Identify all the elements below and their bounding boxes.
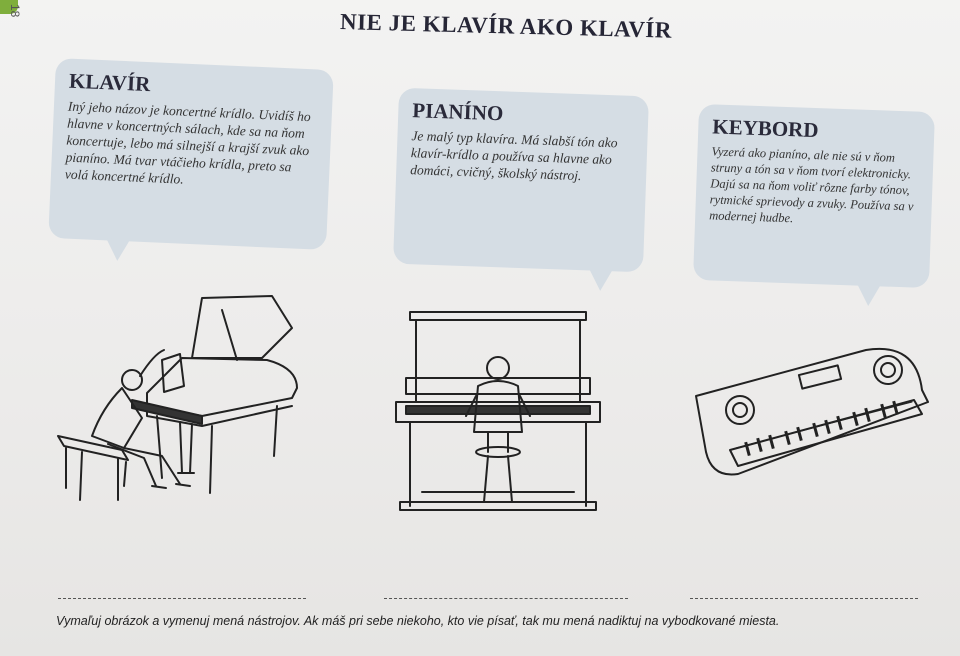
answer-line-2[interactable] [384,598,628,599]
bubble-heading-pianino: PIANÍNO [411,98,504,126]
bubble-tail [856,284,881,307]
speech-bubble-klavir [48,58,334,250]
answer-line-1[interactable] [58,598,306,599]
page-number: 18 [8,4,22,18]
bubble-text-keybord: Vyzerá ako pianíno, ale nie sú v ňom struny a tón sa v ňom tvorí elektronicky. Dajú sa na ňom voliť rôzne farby tónov, rytmické sprievody a zvuky. Používa sa v modernej hudbe. [709,144,914,226]
bubble-heading-keybord: KEYBORD [711,114,819,143]
instruction-text: Vymaľuj obrázok a vymenuj mená nástrojov. Ak máš pri sebe niekoho, kto vie písať, tak mu mená nadiktuj na vybodkované miesta. [56,614,780,628]
grand-piano-illustration [52,288,312,518]
electronic-keyboard-illustration [690,340,930,490]
speech-bubble-keybord [693,104,935,288]
page-title: NIE JE KLAVÍR AKO KLAVÍR [339,9,673,43]
upright-piano-illustration [392,306,604,516]
answer-line-3[interactable] [690,598,918,599]
bubble-tail [105,238,130,261]
bubble-heading-klavir: KLAVÍR [68,68,151,97]
bubble-tail [588,268,613,291]
bubble-text-pianino: Je malý typ klavíra. Má slabší tón ako klavír-krídlo a používa sa hlavne ako domáci, cvičný, školský nástroj. [410,128,618,184]
speech-bubble-pianino [393,88,649,273]
keyboard-keys [744,401,899,456]
bubble-text-klavir: Iný jeho názov je koncertné krídlo. Uvidíš ho hlavne v koncertných sálach, kde sa na ňom koncertuje, lebo má silnejší a krajší zvuk ako pianíno. Má tvar vtáčieho krídla, preto sa volá koncertné krídlo. [64,98,312,187]
